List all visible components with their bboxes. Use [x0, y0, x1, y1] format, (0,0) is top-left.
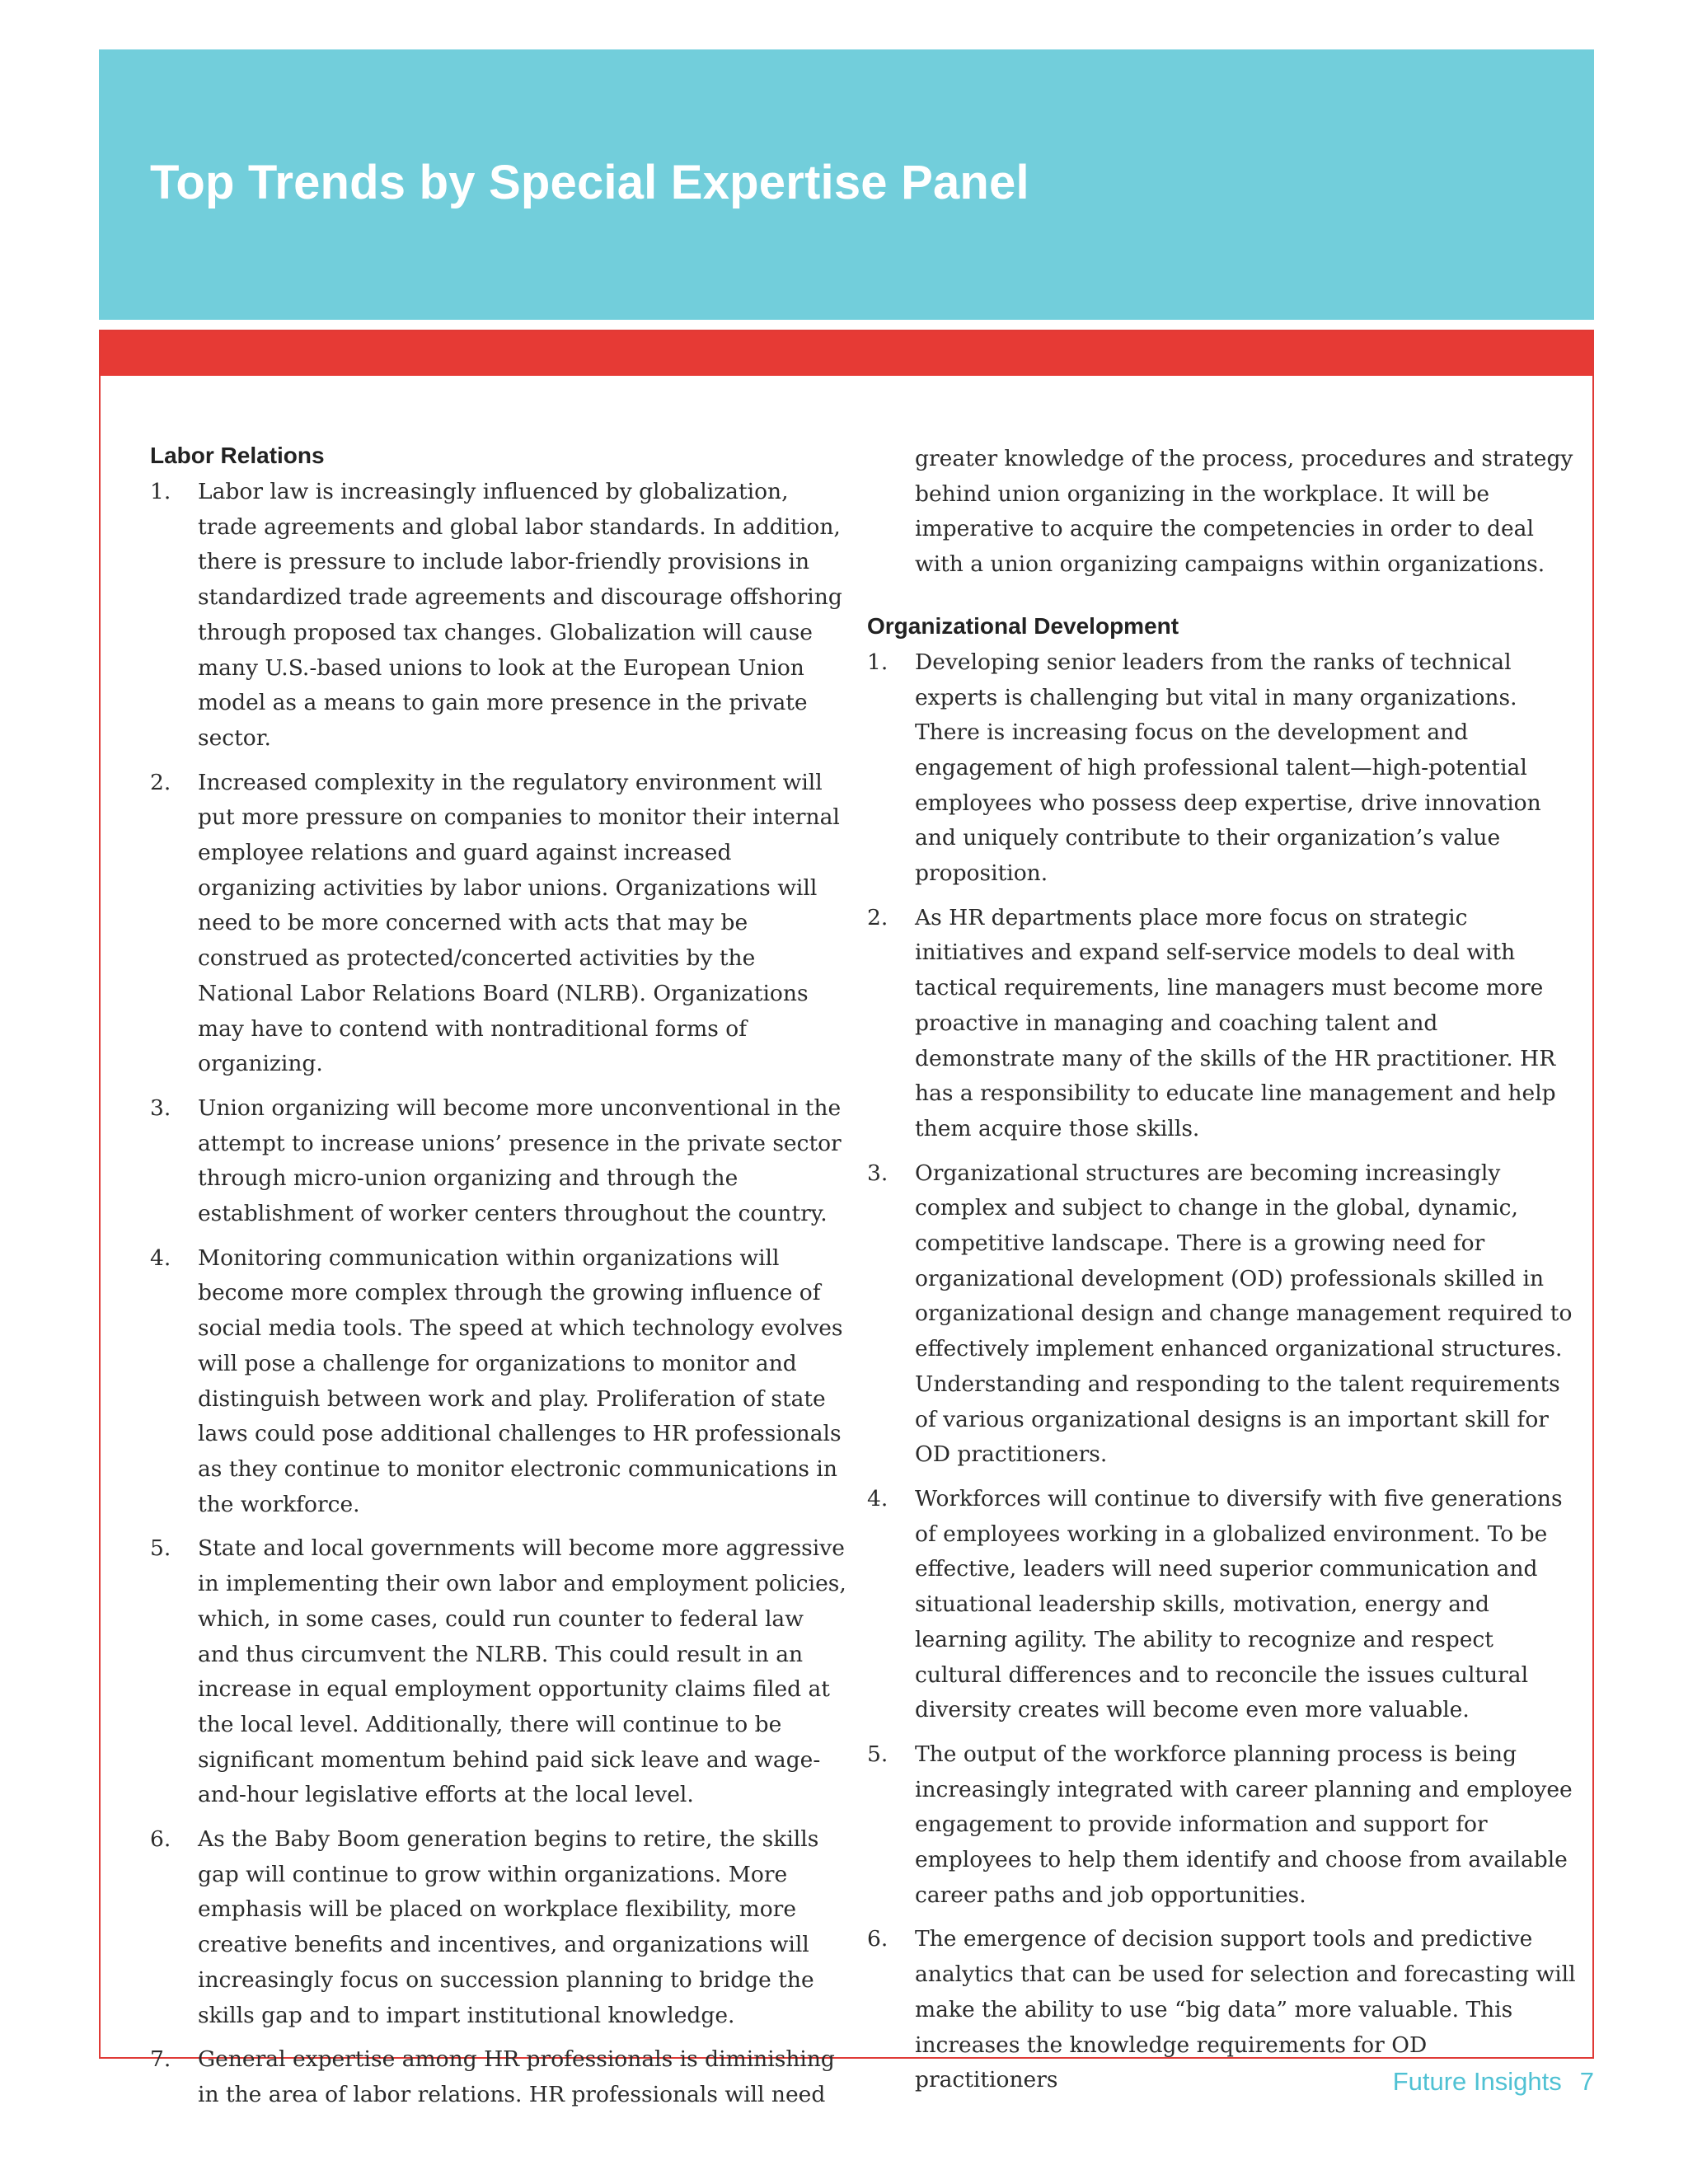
list-item: [867, 1482, 1576, 1728]
item-text: Increased complexity in the regulatory environment will put more pressure on companies to monitor their internal employee relations and guard against increased organizing activities by labor unions. Organizations will need to be more concerned with acts that may be construed as protected/concerted activities by the National Labor Relations Board (NLRB). Organizations may have to contend with nontraditional forms of organizing.: [198, 769, 840, 1077]
labor-relations-list: [150, 475, 851, 2113]
item-text: Developing senior leaders from the ranks of technical experts is challenging but vital in many organizations. There is increasing focus on the development and engagement of high professional talent—high-potential employees who possess deep expertise, drive innovation and uniquely contribute to their organization’s value proposition.: [915, 649, 1541, 887]
labor-relations-continuation: greater knowledge of the process, procedures and strategy behind union organizing in the workplace. It will be imperative to acquire the competencies in order to deal with a union organizing campaigns within organizations.: [915, 446, 1573, 578]
item-number: 6.: [150, 1826, 171, 1853]
item-text: Organizational structures are becoming increasingly complex and subject to change in the global, dynamic, competitive landscape. There is a growing need for organizational development (OD) professionals skilled in organizational design and change management required to effectively implement enhanced organizational structures. Understanding and responding to the talent requirements of various organizational designs is an important skill for OD practitioners.: [915, 1160, 1573, 1468]
section-heading-labor-relations: Labor Relations: [150, 443, 325, 468]
item-text: The output of the workforce planning process is being increasingly integrated with career planning and employee engagement to provide information and support for employees to help them identify and choose from available career paths and job opportunities.: [915, 1741, 1573, 1908]
item-number: 4.: [150, 1244, 171, 1271]
header-band: [99, 49, 1594, 320]
item-number: 3.: [150, 1094, 171, 1121]
item-number: 3.: [867, 1160, 889, 1186]
item-number: 5.: [867, 1741, 889, 1767]
list-item: [150, 1241, 851, 1523]
panel-accent-bar: [101, 331, 1592, 376]
list-item: [867, 1156, 1576, 1473]
list-item: [150, 475, 851, 757]
item-number: 6.: [867, 1926, 889, 1952]
left-column: [150, 442, 851, 2122]
item-text: As HR departments place more focus on strategic initiatives and expand self-service models to deal with tactical requirements, line managers must become more proactive in managing and coaching talent and demonstrate many of the skills of the HR practitioner. HR has a responsibility to educate line management and help them acquire those skills.: [915, 904, 1556, 1141]
item-number: 5.: [150, 1535, 171, 1562]
list-item: [150, 2042, 851, 2112]
list-item: [867, 645, 1576, 892]
item-number: 1.: [867, 649, 889, 675]
footer-label: Future Insights: [1392, 2067, 1562, 2096]
item-text: As the Baby Boom generation begins to retire, the skills gap will continue to grow within organizations. More emphasis will be placed on workplace flexibility, more creative benefits and incentives, and organizations will increasingly focus on succession planning to bridge the skills gap and to impart institutional knowledge.: [198, 1826, 819, 2028]
list-item: [150, 1531, 851, 1813]
section-heading-organizational-development: Organizational Development: [867, 612, 1179, 639]
page-footer: [1393, 2067, 1594, 2097]
item-text: Labor law is increasingly influenced by globalization, trade agreements and global labor standards. In addition, there is pressure to include labor-friendly provisions in standardized trade agreements and discourage offshoring through proposed tax changes. Globalization will cause many U.S.-based unions to look at the European Union model as a means to gain more presence in the private sector.: [198, 479, 842, 751]
list-item: [867, 1737, 1576, 1914]
list-item: [150, 1091, 851, 1232]
right-column: [867, 442, 1576, 2107]
item-text: General expertise among HR professionals is diminishing in the area of labor relations. HR professionals will need: [198, 2046, 835, 2107]
item-text: Workforces will continue to diversify with five generations of employees working in a globalized environment. To be effective, leaders will need superior communication and situational leadership skills, motivation, energy and learning agility. The ability to recognize and respect cultural differences and to reconcile the issues cultural diversity creates will become even more valuable.: [915, 1485, 1563, 1723]
item-number: 1.: [150, 479, 171, 504]
item-number: 4.: [867, 1485, 889, 1511]
list-item: [150, 766, 851, 1082]
item-text: The emergence of decision support tools and predictive analytics that can be used for selection and forecasting will make the ability to use “big data” more valuable. This increases the knowledge requirements for OD practitioners: [915, 1926, 1576, 2093]
list-item: [150, 1822, 851, 2033]
page-title: Top Trends by Special Expertise Panel: [150, 156, 1029, 209]
item-number: 2.: [867, 904, 889, 930]
item-text: State and local governments will become more aggressive in implementing their own labor and employment policies, which, in some cases, could run counter to federal law and thus circumvent the NLRB. This could result in an increase in equal employment opportunity claims filed at the local level. Additionally, there will continue to be significant momentum behind paid sick leave and wage-and-hour legislative efforts at the local level.: [198, 1535, 846, 1808]
item-number: 7.: [150, 2046, 171, 2073]
item-number: 2.: [150, 769, 171, 795]
item-text: Monitoring communication within organizations will become more complex through the growing influence of social media tools. The speed at which technology evolves will pose a challenge for organizations to monitor and distinguish between work and play. Proliferation of state laws could pose additional challenges to HR professionals as they continue to monitor electronic communications in the workforce.: [198, 1244, 843, 1517]
page-number: 7: [1579, 2067, 1594, 2096]
list-item: [867, 901, 1576, 1147]
item-text: Union organizing will become more unconventional in the attempt to increase unions’ presence in the private sector through micro-union organizing and through the establishment of worker centers throughout the country.: [198, 1094, 842, 1227]
organizational-development-list: [867, 645, 1576, 2098]
